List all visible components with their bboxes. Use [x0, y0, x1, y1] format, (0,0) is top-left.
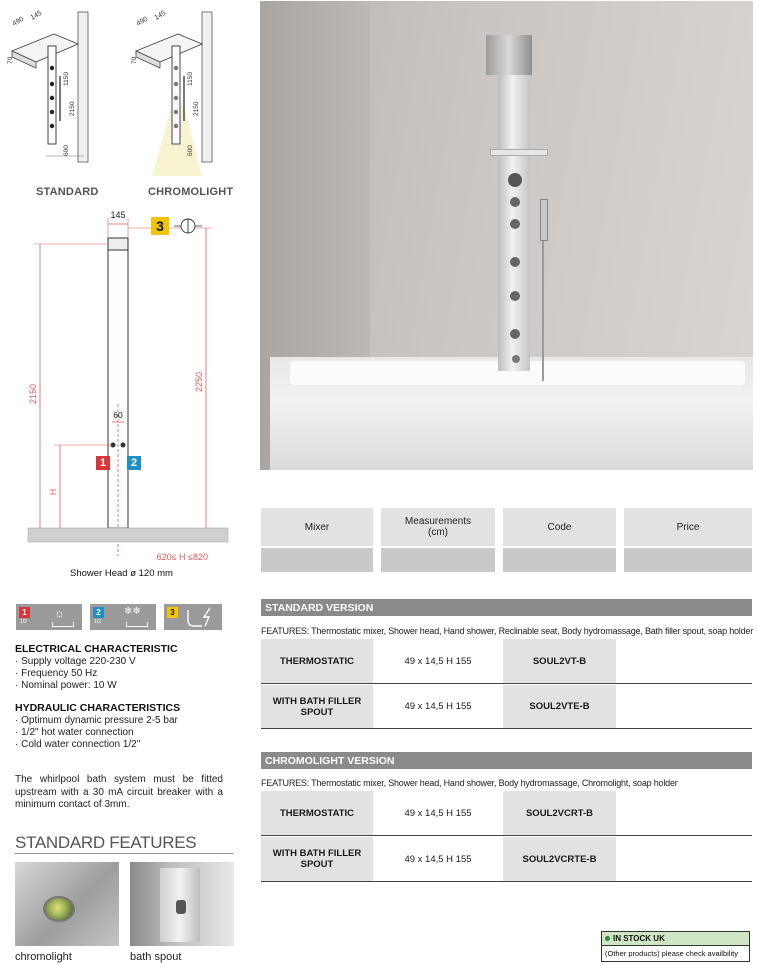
- row-measurements: 49 x 14,5 H 155: [381, 837, 495, 881]
- jet-icon: [510, 219, 520, 229]
- icon-cold-badge: 2: [93, 607, 104, 618]
- in-stock-text: IN STOCK UK: [613, 934, 665, 943]
- electrical-title: ELECTRICAL CHARACTERISTIC: [15, 643, 178, 655]
- icon-hot-water: 1 1/2 ☼: [16, 604, 82, 630]
- svg-text:1150: 1150: [187, 72, 194, 86]
- chromolight-label: CHROMOLIGHT: [148, 186, 234, 198]
- svg-text:145: 145: [29, 9, 44, 22]
- header-mixer: Mixer: [261, 508, 373, 546]
- row-divider: [261, 881, 752, 882]
- icon-cold-water: 2 1/2 ❄❄: [90, 604, 156, 630]
- hydraulic-line: · Optimum dynamic pressure 2-5 bar: [15, 715, 178, 726]
- marker-1: 1: [96, 456, 110, 470]
- header-sub: [503, 548, 616, 572]
- chromolight-version-title: CHROMOLIGHT VERSION: [261, 752, 752, 769]
- hydraulic-list: [15, 715, 178, 751]
- bath-spout-thumbnail: [130, 862, 234, 946]
- basin-icon: [52, 622, 74, 627]
- header-sub: [381, 548, 495, 572]
- installation-note: The whirlpool bath system must be fitted upstream with a 30 mA circuit breaker with a minimum contact of 3mm.: [15, 774, 223, 810]
- spout-icon: [512, 355, 520, 363]
- row-price: [624, 685, 752, 728]
- row-measurements: 49 x 14,5 H 155: [381, 791, 495, 835]
- icon-hot-badge: 1: [19, 607, 30, 618]
- chromolight-features-text: FEATURES: Thermostatic mixer, Shower head, Hand shower, Body hydromassage, Chromolight, soap holder: [261, 778, 678, 788]
- svg-text:600: 600: [63, 145, 70, 156]
- svg-text:490: 490: [11, 15, 26, 28]
- row-divider: [261, 835, 752, 836]
- header-price: Price: [624, 508, 752, 546]
- chromolight-led-icon: [43, 896, 75, 922]
- electrical-outlet-icon: [174, 217, 202, 235]
- svg-text:600: 600: [187, 145, 194, 156]
- stock-badge: [601, 931, 750, 962]
- plug-lightning-icon: [184, 606, 218, 628]
- shower-head: [486, 35, 532, 75]
- svg-text:2150: 2150: [28, 383, 38, 405]
- snowflake-icon: ❄❄: [124, 606, 141, 617]
- technical-drawing: [20, 204, 235, 566]
- jet-icon: [510, 329, 520, 339]
- hydraulic-title: HYDRAULIC CHARACTERISTICS: [15, 702, 181, 714]
- row-mixer: WITH BATH FILLER SPOUT: [261, 837, 373, 881]
- thumbnail-caption: chromolight: [15, 951, 72, 963]
- svg-text:145: 145: [110, 210, 126, 220]
- basin-icon: [126, 622, 148, 627]
- svg-text:60: 60: [113, 410, 123, 420]
- chromolight-variant-diagram: [131, 10, 212, 176]
- svg-text:70: 70: [7, 56, 14, 64]
- row-divider: [261, 683, 752, 684]
- header-sub: [624, 548, 752, 572]
- row-code: SOUL2VTE-B: [503, 685, 616, 728]
- row-price: [624, 639, 752, 683]
- hydraulic-line: · Cold water connection 1/2": [15, 739, 141, 750]
- spout-icon: [176, 900, 186, 914]
- row-divider: [261, 728, 752, 729]
- hand-shower: [540, 199, 548, 241]
- jet-icon: [510, 197, 520, 207]
- header-code: Code: [503, 508, 616, 546]
- divider: [15, 853, 233, 854]
- standard-label: STANDARD: [36, 186, 99, 198]
- standard-features-text: FEATURES: Thermostatic mixer, Shower head, Hand shower, Reclinable seat, Body hydromassage, Bath filler spout, soap holder: [261, 626, 754, 636]
- row-code: SOUL2VT-B: [503, 639, 616, 683]
- row-measurements: 49 x 14,5 H 155: [381, 685, 495, 728]
- row-measurements: 49 x 14,5 H 155: [381, 639, 495, 683]
- sun-icon: ☼: [54, 606, 65, 620]
- standard-variant-diagram: [7, 10, 88, 162]
- row-price: [624, 791, 752, 835]
- shower-head-size: Shower Head ø 120 mm: [70, 568, 173, 579]
- icon-electric-badge: 3: [167, 607, 178, 618]
- variant-diagrams: [6, 6, 228, 184]
- chromolight-thumbnail: [15, 862, 119, 946]
- in-stock-row: [602, 932, 749, 946]
- marker-3: 3: [151, 217, 169, 235]
- svg-text:2250: 2250: [194, 371, 204, 393]
- product-photo: [260, 1, 753, 470]
- svg-text:1150: 1150: [63, 72, 70, 86]
- thumbnail-caption: bath spout: [130, 951, 182, 963]
- svg-text:490: 490: [135, 15, 150, 28]
- svg-text:2150: 2150: [193, 101, 200, 116]
- standard-features-title: STANDARD FEATURES: [15, 833, 197, 852]
- svg-text:H: H: [48, 488, 58, 496]
- icon-electric: [164, 604, 222, 630]
- row-mixer: THERMOSTATIC: [261, 639, 373, 683]
- electrical-line: · Frequency 50 Hz: [15, 668, 98, 679]
- electrical-list: [15, 656, 136, 692]
- header-measurements: Measurements (cm): [381, 508, 495, 546]
- other-products-text: (Other products) please check availbility: [605, 948, 738, 958]
- jet-icon: [510, 291, 520, 301]
- electrical-line: · Nominal power: 10 W: [15, 680, 117, 691]
- row-mixer: WITH BATH FILLER SPOUT: [261, 685, 373, 728]
- standard-version-title: STANDARD VERSION: [261, 599, 752, 616]
- status-dot-icon: [605, 936, 610, 941]
- marker-2: 2: [127, 456, 141, 470]
- svg-text:70: 70: [131, 56, 138, 64]
- row-price: [624, 837, 752, 881]
- jet-icon: [510, 257, 520, 267]
- svg-text:145: 145: [153, 9, 168, 22]
- soap-holder: [490, 149, 548, 156]
- row-mixer: THERMOSTATIC: [261, 791, 373, 835]
- svg-text:2150: 2150: [69, 101, 76, 116]
- mixer-knob-icon: [508, 173, 522, 187]
- header-sub: [261, 548, 373, 572]
- hydraulic-line: · 1/2" hot water connection: [15, 727, 134, 738]
- row-code: SOUL2VCRTE-B: [503, 837, 616, 881]
- electrical-line: · Supply voltage 220-230 V: [15, 656, 136, 667]
- row-code: SOUL2VCRT-B: [503, 791, 616, 835]
- svg-text:620≤ H ≤820: 620≤ H ≤820: [156, 552, 208, 562]
